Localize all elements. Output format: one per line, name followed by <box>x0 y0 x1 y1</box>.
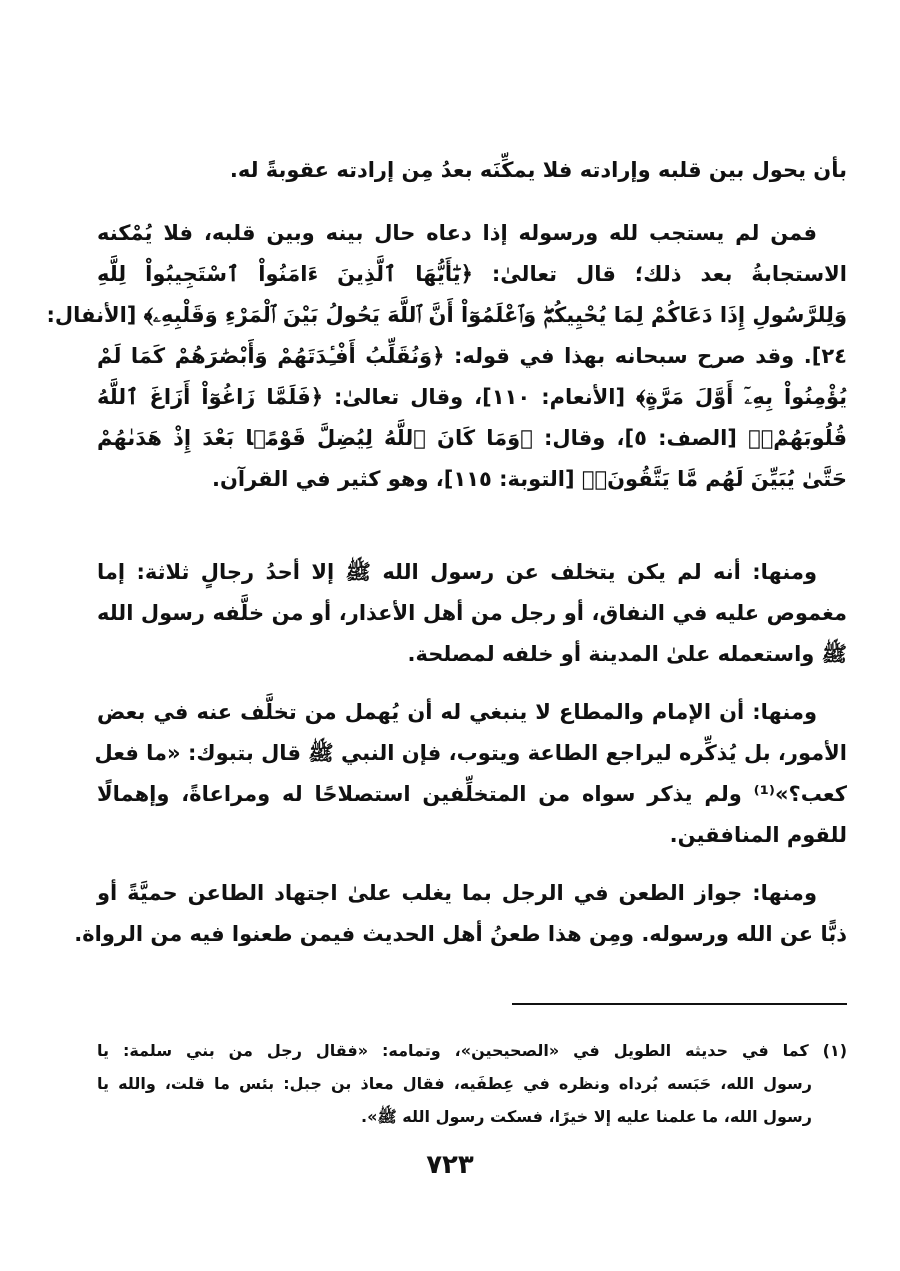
text-line: ومنها: جواز الطعن في الرجل بما يغلب علىٰ اجتهاد الطاعن حميَّةً أو <box>97 881 817 905</box>
text-line: قُلُوبَهُمْۚ﴾ [الصف: ٥]، وقال: ﴿وَمَا كَانَ ٱللَّهُ لِيُضِلَّ قَوْمًۢا بَعْدَ إِذْ هَدَىٰهُمْ <box>97 426 848 450</box>
text-line: الأمور، بل يُذكِّره ليراجع الطاعة ويتوب، فإن النبي ﷺ قال بتبوك: «ما فعل <box>94 741 847 765</box>
text-line: الاستجابةُ بعد ذلك؛ قال تعالىٰ: ﴿يَٰٓأَيُّهَا ٱلَّذِينَ ءَامَنُواْ ٱسْتَجِيبُواْ لِلَّهِ <box>97 262 847 286</box>
text-line: ذبًّا عن الله ورسوله. ومِن هذا طعنُ أهل الحديث فيمن طعنوا فيه من الرواة. <box>74 922 847 946</box>
text-line: مغموص عليه في النفاق، أو رجل من أهل الأعذار، أو من خلَّفه رسول الله <box>97 601 847 625</box>
text-line: ومنها: أن الإمام والمطاع لا ينبغي له أن يُهمل من تخلَّف عنه في بعض <box>97 700 817 724</box>
text-line: ﷺ واستعمله علىٰ المدينة أو خلفه لمصلحة. <box>407 642 847 666</box>
text-line: بأن يحول بين قلبه وإرادته فلا يمكِّنَه بعدُ مِن إرادته عقوبةً له. <box>229 158 847 182</box>
text-line: للقوم المنافقين. <box>669 823 847 847</box>
footnote-line: رسول الله، ما علمنا عليه إلا خيرًا، فسكت رسول الله ﷺ». <box>360 1107 812 1126</box>
footnote-divider <box>512 1003 847 1005</box>
text-line: ٢٤]. وقد صرح سبحانه بهذا في قوله: ﴿وَنُقَلِّبُ أَفْـِٔدَتَهُمْ وَأَبْصَٰرَهُمْ كَمَا لَمْ <box>97 344 847 368</box>
text-line: وَلِلرَّسُولِ إِذَا دَعَاكُمْ لِمَا يُحْيِيكُمْۖ وَٱعْلَمُوٓاْ أَنَّ ٱللَّهَ يَحُولُ بَيْنَ ٱلْمَرْءِ وَقَلْبِهِۦ﴾ [الأنفال: <box>46 303 847 327</box>
footnote-line: (١) كما في حديثه الطويل في «الصحيحين»، وتمامه: «فقال رجل من بني سلمة: يا <box>97 1041 847 1060</box>
text-line: حَتَّىٰ يُبَيِّنَ لَهُم مَّا يَتَّقُونَۚ﴾ [التوبة: ١١٥]، وهو كثير في القرآن. <box>212 467 847 491</box>
text-line: يُؤْمِنُواْ بِهِۦٓ أَوَّلَ مَرَّةٍ﴾ [الأنعام: ١١٠]، وقال تعالىٰ: ﴿فَلَمَّا زَاغُوٓاْ أَزَاغَ ٱللَّهُ <box>97 385 848 409</box>
text-line: كعب؟»⁽¹⁾ ولم يذكر سواه من المتخلِّفين استصلاحًا له ومراعاةً، وإهمالًا <box>97 782 847 806</box>
footnote-line: رسول الله، حَبَسه بُرداه ونظره في عِطفَيه، فقال معاذ بن جبل: بئس ما قلت، والله يا <box>97 1074 812 1093</box>
text-line: فمن لم يستجب لله ورسوله إذا دعاه حال بينه وبين قلبه، فلا يُمْكنه <box>97 221 817 245</box>
page-number: ٧٢٣ <box>426 1150 474 1180</box>
text-line: ومنها: أنه لم يكن يتخلف عن رسول الله ﷺ إلا أحدُ رجالٍ ثلاثة: إما <box>97 560 817 584</box>
